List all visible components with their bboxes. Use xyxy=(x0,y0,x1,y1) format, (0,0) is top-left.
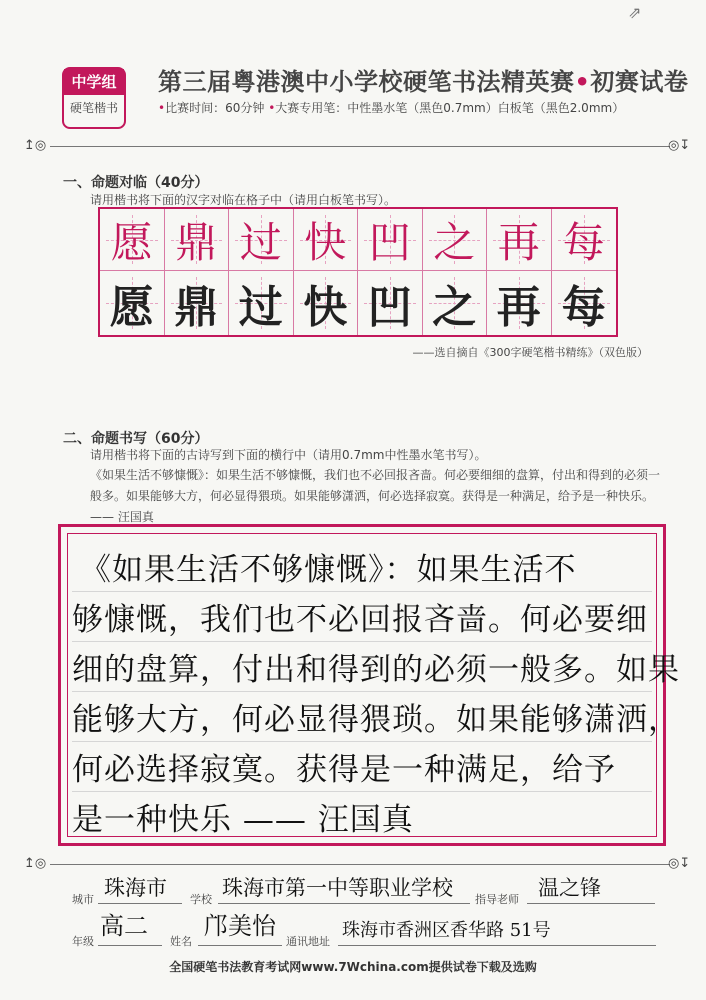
copy-cell xyxy=(487,271,552,335)
divider-ornament-left-icon: ↥◎ xyxy=(24,138,47,153)
handwritten-line: 《如果生活不够慷慨》：如果生活不 xyxy=(80,552,577,588)
model-char: 每 xyxy=(562,217,605,267)
badge-category-label: 硬笔楷书 xyxy=(69,101,118,115)
divider-ornament-right-icon: ◎↧ xyxy=(668,856,691,871)
copy-cell xyxy=(552,271,617,335)
model-char: 过 xyxy=(239,217,282,267)
section2-heading: 二、命题书写（60分） xyxy=(63,431,209,447)
exam-time: 比赛时间：60分钟 xyxy=(165,101,265,115)
exam-info-line xyxy=(158,99,624,116)
school-field[interactable]: 珠海市第一中等职业学校 xyxy=(222,876,453,900)
model-cell xyxy=(358,209,423,271)
school-underline xyxy=(218,903,470,904)
writing-line xyxy=(72,741,652,792)
copied-char: 快 xyxy=(303,282,348,333)
group-badge xyxy=(62,67,126,129)
teacher-label: 指导老师 xyxy=(475,893,519,906)
copy-cell xyxy=(100,271,165,335)
page-title xyxy=(158,62,688,97)
handwritten-line: 何必选择寂寞。获得是一种满足，给予 xyxy=(72,752,616,788)
model-char: 鼎 xyxy=(175,217,218,267)
model-char: 之 xyxy=(433,217,476,267)
writing-line xyxy=(72,791,652,841)
exam-pen-spec: 大赛专用笔：中性墨水笔（黑色0.7mm）白板笔（黑色2.0mm） xyxy=(275,101,625,115)
model-char: 凹 xyxy=(368,217,411,267)
grade-field[interactable]: 高二 xyxy=(100,912,148,940)
writing-line xyxy=(72,591,652,642)
address-underline xyxy=(338,945,656,946)
grade-label: 年级 xyxy=(72,935,94,948)
teacher-field[interactable]: 温之锋 xyxy=(538,876,601,900)
address-field[interactable]: 珠海市香洲区香华路 51号 xyxy=(342,920,551,941)
handwritten-line: 能够大方，何必显得猥琐。如果能够潇洒， xyxy=(72,702,680,738)
section2-instruction: 请用楷书将下面的古诗写到下面的横行中（请用0.7mm中性墨水笔书写）。 xyxy=(90,448,487,462)
writing-line xyxy=(72,541,652,592)
source-citation: ——选自摘自《300字硬笔楷书精练》（双色版） xyxy=(412,346,648,359)
handwritten-line: 够慷慨，我们也不必回报吝啬。何必要细 xyxy=(72,602,648,638)
copied-char: 每 xyxy=(561,282,606,333)
model-cell xyxy=(229,209,294,271)
copied-char: 过 xyxy=(238,282,283,333)
copied-char: 凹 xyxy=(367,282,412,333)
copy-grid xyxy=(98,207,618,337)
badge-group-label: 中学组 xyxy=(64,69,124,95)
model-cell xyxy=(294,209,359,271)
copied-char: 愿 xyxy=(109,282,154,333)
writing-line xyxy=(72,691,680,742)
name-field[interactable]: 邝美怡 xyxy=(204,912,276,940)
copy-cell xyxy=(229,271,294,335)
copy-cell xyxy=(165,271,230,335)
model-cell xyxy=(552,209,617,271)
model-cell xyxy=(487,209,552,271)
address-label: 通讯地址 xyxy=(286,935,330,948)
footer-note: 全国硬笔书法教育考试网www.7Wchina.com提供试卷下载及选购 xyxy=(169,960,537,974)
model-cell xyxy=(423,209,488,271)
divider-ornament-left-icon: ↥◎ xyxy=(24,856,47,871)
city-underline xyxy=(98,903,182,904)
handwritten-line: 是一种快乐 —— 汪国真 xyxy=(72,802,414,838)
model-cell xyxy=(165,209,230,271)
model-char: 快 xyxy=(304,217,347,267)
poem-excerpt: 《如果生活不够慷慨》：如果生活不够慷慨，我们也不必回报吝啬。何必要细细的盘算，付出和得到的必须一般多。如果能够大方，何必显得猥琐。如果能够潇洒，何必选择寂寞。获得是一种满足，给予是一种快乐。—— 汪国真 xyxy=(90,468,661,524)
bullet-icon: • xyxy=(268,101,276,115)
name-label: 姓名 xyxy=(170,935,192,948)
city-field[interactable]: 珠海市 xyxy=(104,876,167,900)
section1-heading: 一、命题对临（40分） xyxy=(63,175,209,191)
copied-char: 再 xyxy=(496,282,541,333)
model-cell xyxy=(100,209,165,271)
school-label: 学校 xyxy=(190,893,212,906)
section1-instruction: 请用楷书将下面的汉字对临在格子中（请用白板笔书写）。 xyxy=(90,193,397,207)
copy-cell xyxy=(423,271,488,335)
copied-char: 之 xyxy=(432,282,477,333)
city-label: 城市 xyxy=(72,893,94,906)
title-dot-icon: • xyxy=(574,68,591,96)
corner-mark-icon: ⇗ xyxy=(628,3,642,22)
model-char: 愿 xyxy=(110,217,153,267)
copied-char: 鼎 xyxy=(174,282,219,333)
teacher-underline xyxy=(527,903,655,904)
name-underline xyxy=(198,945,282,946)
bullet-icon: • xyxy=(158,101,166,115)
writing-line xyxy=(72,641,680,692)
footer-divider xyxy=(50,864,670,865)
model-char: 再 xyxy=(497,217,540,267)
grade-underline xyxy=(98,945,162,946)
divider-ornament-right-icon: ◎↧ xyxy=(668,138,691,153)
title-main: 第三届粤港澳中小学校硬笔书法精英赛 xyxy=(158,68,575,96)
handwritten-line: 细的盘算，付出和得到的必须一般多。如果 xyxy=(72,652,680,688)
title-suffix: 初赛试卷 xyxy=(590,68,689,96)
copy-cell xyxy=(294,271,359,335)
header-divider xyxy=(50,146,670,147)
copy-cell xyxy=(358,271,423,335)
